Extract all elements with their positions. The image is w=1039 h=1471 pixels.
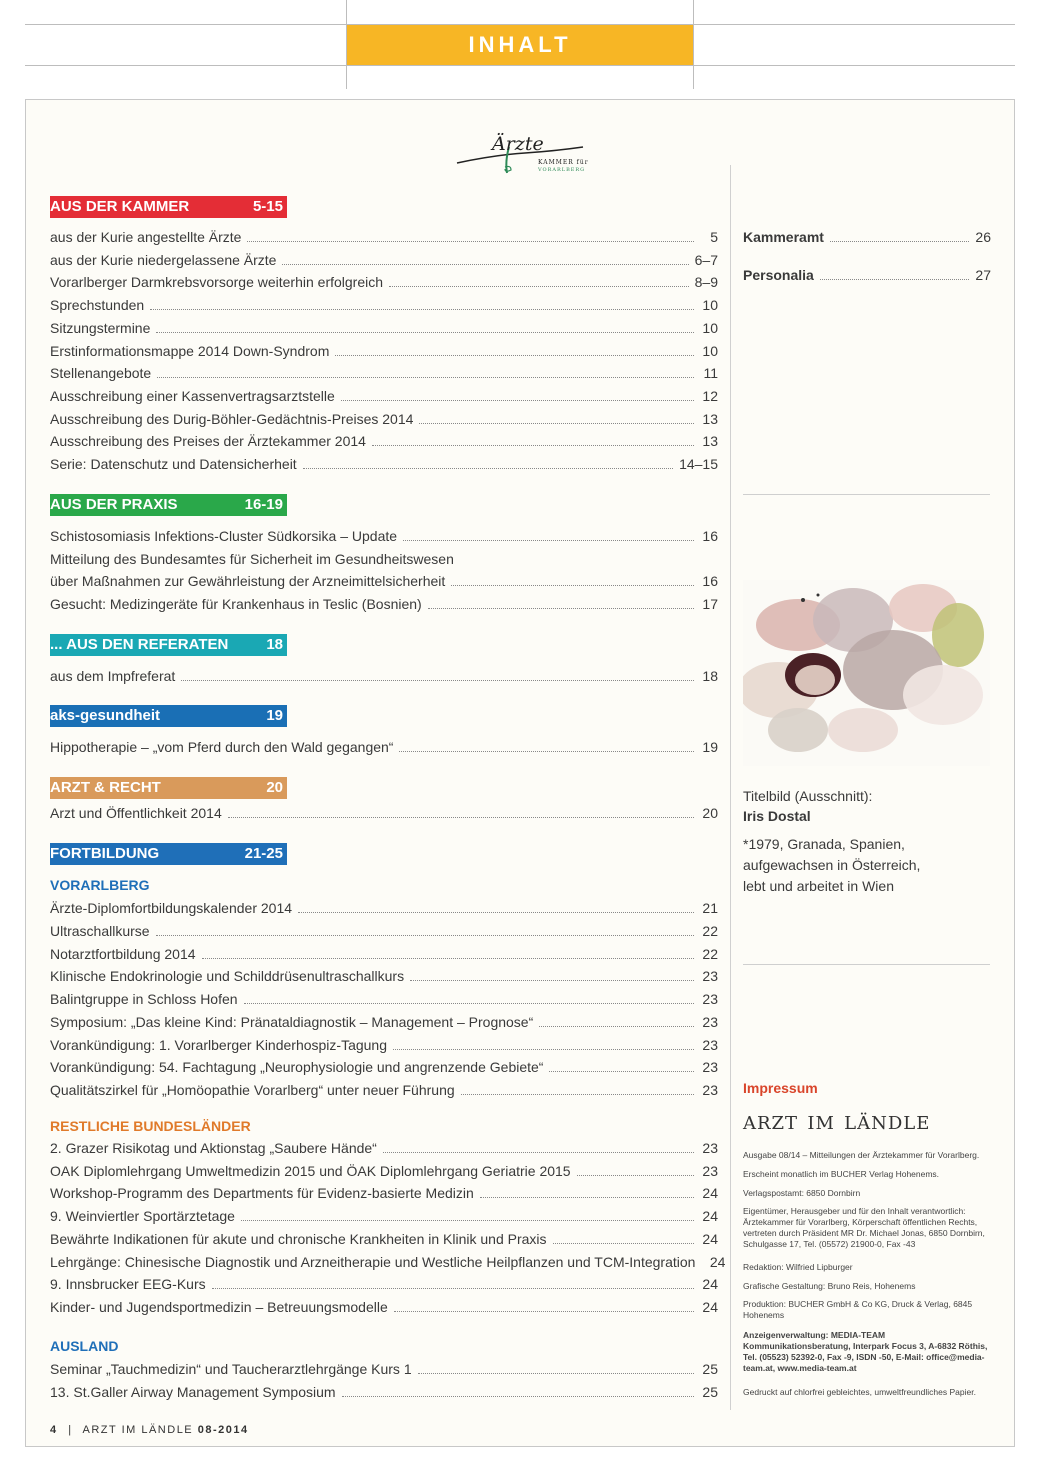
leader-dots bbox=[480, 1184, 694, 1198]
toc-entry-label: Ultraschallkurse bbox=[50, 922, 150, 939]
toc-entry-label: aus der Kurie angestellte Ärzte bbox=[50, 229, 242, 245]
toc-entry-label: aus der Kurie niedergelassene Ärzte bbox=[50, 251, 277, 268]
section-header-aus-der-kammer[interactable] bbox=[50, 196, 287, 218]
subsection-heading-restliche-bundesl-nder: RESTLICHE BUNDESLÄNDER bbox=[50, 1118, 251, 1134]
impressum-brand: arzt im ländle bbox=[743, 1106, 931, 1136]
toc-entry-vorank-ndigung-1-vorarlberger-kinderhosp[interactable] bbox=[50, 1035, 718, 1055]
leader-dots bbox=[341, 387, 694, 401]
toc-entry-vorarlberger-darmkrebsvorsorge-weiterhin[interactable] bbox=[50, 272, 718, 292]
leader-dots bbox=[342, 1383, 694, 1397]
leader-dots bbox=[156, 319, 694, 333]
toc-entry-balintgruppe-in-schloss-hofen[interactable] bbox=[50, 989, 718, 1009]
cover-caption: Titelbild (Ausschnitt): bbox=[743, 788, 873, 804]
toc-entry-rzte-diplomfortbildungskalender-2014[interactable] bbox=[50, 898, 718, 918]
impressum-line-9: Gedruckt auf chlorfrei gebleichtes, umweltfreundliches Papier. bbox=[743, 1387, 976, 1397]
toc-entry-label: Ausschreibung des Preises der Ärztekammer 2014 bbox=[50, 433, 366, 450]
toc-entry-label: Gesucht: Medizingeräte für Krankenhaus in Teslic (Bosnien) bbox=[50, 596, 422, 613]
footer bbox=[50, 1424, 249, 1436]
toc-entry-label: aus dem Impfreferat bbox=[50, 668, 176, 684]
toc-entry-page: 20 bbox=[702, 805, 718, 821]
impressum-line-1: Ausgabe 08/14 – Mitteilungen der Ärztekammer für Vorarlberg. bbox=[743, 1150, 980, 1160]
leader-dots bbox=[244, 990, 694, 1004]
toc-entry-page: 23 bbox=[702, 1082, 718, 1098]
logo-line2: VORARLBERG bbox=[538, 167, 586, 173]
toc-entry-page: 14–15 bbox=[679, 456, 718, 472]
toc-entry-label: Seminar „Tauchmedizin“ und Taucherarztlehrgänge Kurs 1 bbox=[50, 1361, 412, 1377]
toc-entry-ausschreibung-des-durig-b-hler-ged-chtni[interactable] bbox=[50, 409, 718, 429]
toc-entry-erstinformationsmappe-2014-down-syndrom[interactable] bbox=[50, 341, 718, 361]
section-title: aks-gesundheit bbox=[50, 707, 161, 724]
toc-entry-label: Lehrgänge: Chinesische Diagnostik und Arzneitherapie und Westliche Heilpflanzen und TCM-Integration bbox=[50, 1253, 696, 1270]
toc-entry-workshop-programm-des-departments-f-r-ev[interactable] bbox=[50, 1183, 718, 1203]
impressum-line-5: Redaktion: Wilfried Lipburger bbox=[743, 1262, 853, 1272]
leader-dots bbox=[157, 364, 694, 378]
toc-entry-serie-datenschutz-und-datensicherheit[interactable] bbox=[50, 454, 718, 474]
toc-entry-label: Kinder- und Jugendsportmedizin – Betreuungsmodelle bbox=[50, 1298, 388, 1315]
cover-bio-1: *1979, Granada, Spanien, bbox=[743, 836, 905, 852]
leader-dots bbox=[150, 296, 694, 310]
leader-dots bbox=[393, 1036, 694, 1050]
toc-entry-page: 23 bbox=[702, 1162, 718, 1179]
toc-entry-ausschreibung-des-preises-der-rztekammer[interactable] bbox=[50, 431, 718, 451]
toc-entry-page: 24 bbox=[702, 1208, 718, 1225]
toc-entry-page: 12 bbox=[702, 387, 718, 404]
toc-entry-label: Bewährte Indikationen für akute und chronische Krankheiten in Klinik und Praxis bbox=[50, 1230, 547, 1247]
toc-entry-page: 23 bbox=[702, 1036, 718, 1053]
toc-entry-schistosomiasis-infektions-cluster-s-dko[interactable] bbox=[50, 526, 718, 546]
cover-artwork bbox=[743, 580, 990, 766]
section-pages: 19 bbox=[266, 707, 283, 724]
toc-entry-page: 25 bbox=[702, 1361, 718, 1377]
section-header-arzt-recht[interactable] bbox=[50, 777, 287, 799]
toc-entry-page: 24 bbox=[702, 1185, 718, 1202]
subsection-heading-vorarlberg: VORARLBERG bbox=[50, 877, 150, 893]
toc-entry-9-innsbrucker-eeg-kurs[interactable] bbox=[50, 1274, 718, 1294]
toc-entry-page: 25 bbox=[702, 1383, 718, 1400]
impressum-line-4: Eigentümer, Herausgeber und für den Inhalt verantwortlich: Ärztekammer für Vorarlberg, Körperschaft öffentlichen Rechts, vertreten durch Präsident MR Dr. Michael Jonas, 6850 Dornbirn, Schulgasse 17, Tel. (05572) 21900-0, Fax -43 bbox=[743, 1206, 985, 1249]
toc-entry-page: 22 bbox=[702, 922, 718, 939]
toc-entry-label: Stellenangebote bbox=[50, 365, 152, 382]
toc-entry-label: Vorarlberger Darmkrebsvorsorge weiterhin erfolgreich bbox=[50, 274, 384, 291]
leader-dots bbox=[181, 667, 694, 681]
toc-entry-page: 13 bbox=[702, 433, 718, 450]
leader-dots bbox=[419, 410, 694, 424]
section-pages: 5-15 bbox=[252, 198, 283, 215]
page-title: INHALT bbox=[347, 25, 693, 65]
toc-entry-page: 22 bbox=[702, 945, 718, 962]
leader-dots bbox=[303, 455, 673, 469]
logo-script: Ärzte bbox=[492, 133, 544, 155]
leader-dots bbox=[202, 945, 694, 959]
toc-entry-label: Serie: Datenschutz und Datensicherheit bbox=[50, 456, 297, 472]
footer-magazine: ARZT IM LÄNDLE bbox=[82, 1424, 194, 1436]
toc-entry-label: 2. Grazer Risikotag und Aktionstag „Saubere Hände“ bbox=[50, 1140, 377, 1156]
toc-entry-label: Qualitätszirkel für „Homöopathie Vorarlberg“ unter neuer Führung bbox=[50, 1082, 455, 1098]
toc-entry-aus-dem-impfreferat[interactable] bbox=[50, 666, 718, 686]
toc-entry-9-weinviertler-sport-rztetage[interactable] bbox=[50, 1206, 718, 1226]
toc-entry-page: 5 bbox=[710, 229, 718, 245]
toc-entry-2-grazer-risikotag-und-aktionstag-sauber[interactable] bbox=[50, 1138, 718, 1158]
toc-entry-kinder-und-jugendsportmedizin-betreuungs[interactable] bbox=[50, 1297, 718, 1317]
section-header-aks-gesundheit[interactable] bbox=[50, 705, 287, 727]
section-pages: 21-25 bbox=[244, 845, 283, 862]
section-title: FORTBILDUNG bbox=[50, 845, 160, 862]
toc-entry-gesucht-medizinger-te-f-r-krankenhaus-in[interactable] bbox=[50, 594, 718, 614]
leader-dots bbox=[399, 738, 694, 752]
footer-page-number: 4 bbox=[50, 1424, 58, 1436]
toc-entry-label: 9. Weinviertler Sportärztetage bbox=[50, 1208, 235, 1225]
toc-entry-label: Schistosomiasis Infektions-Cluster Südkorsika – Update bbox=[50, 528, 398, 544]
toc-entry-label: Symposium: „Das kleine Kind: Pränataldiagnostik – Management – Prognose“ bbox=[50, 1013, 534, 1030]
toc-entry-label: Notarztfortbildung 2014 bbox=[50, 945, 196, 962]
toc-entry-page: 23 bbox=[702, 991, 718, 1007]
toc-entry-label: über Maßnahmen zur Gewährleistung der Arzneimittelsicherheit bbox=[50, 573, 446, 590]
leader-dots bbox=[394, 1298, 694, 1312]
toc-entry-page: 8–9 bbox=[694, 274, 718, 291]
toc-entry-page: 24 bbox=[702, 1298, 718, 1315]
cover-bio-2: aufgewachsen in Österreich, bbox=[743, 857, 921, 873]
toc-entry-page: 24 bbox=[702, 1230, 718, 1247]
toc-entry-page: 23 bbox=[702, 968, 718, 985]
toc-entry-page: 21 bbox=[702, 900, 718, 916]
leader-dots bbox=[553, 1230, 694, 1244]
toc-entry-label: Workshop-Programm des Departments für Evidenz-basierte Medizin bbox=[50, 1185, 474, 1202]
toc-entry-label: Mitteilung des Bundesamtes für Sicherheit im Gesundheitswesen bbox=[50, 550, 454, 567]
toc-entry-label: Ausschreibung des Durig-Böhler-Gedächtnis-Preises 2014 bbox=[50, 410, 414, 427]
toc-entry-label: Vorankündigung: 54. Fachtagung „Neurophysiologie und angrenzende Gebiete“ bbox=[50, 1059, 544, 1076]
leader-dots bbox=[389, 273, 689, 287]
impressum-line-8: Anzeigenverwaltung: MEDIA-TEAM Kommunikationsberatung, Interpark Focus 3, A-6832 Röthis, Tel. (05523) 52392-0, Fax -9, ISDN -50, E-Mail: office@media-team.at, www.media-team.at bbox=[743, 1330, 988, 1373]
section-title: ARZT & RECHT bbox=[50, 779, 161, 796]
toc-entry-symposium-das-kleine-kind-pr-nataldiagno[interactable] bbox=[50, 1012, 718, 1032]
leader-dots bbox=[451, 572, 694, 586]
toc-entry-sprechstunden[interactable] bbox=[50, 295, 718, 315]
toc-entry-mitteilung-des-bundesamtes-f-r-sicherhei[interactable] bbox=[50, 549, 718, 569]
toc-entry-bew-hrte-indikationen-f-r-akute-und-chro[interactable] bbox=[50, 1229, 718, 1249]
toc-entry-kammeramt[interactable]: Kammeramt 26 bbox=[743, 229, 991, 245]
cover-artist: Iris Dostal bbox=[743, 808, 811, 824]
toc-entry-page: 17 bbox=[702, 596, 718, 613]
toc-entry-label: Vorankündigung: 1. Vorarlberger Kinderhospiz-Tagung bbox=[50, 1036, 388, 1053]
toc-entry-page: 24 bbox=[702, 1276, 718, 1293]
toc-entry-ber-ma-nahmen-zur-gew-hrleistung-der-arz[interactable] bbox=[50, 571, 718, 591]
toc-entry-arzt-und-ffentlichkeit-2014[interactable] bbox=[50, 803, 718, 823]
logo-line1: KAMMER für bbox=[538, 159, 589, 166]
toc-entry-page: 16 bbox=[702, 528, 718, 544]
header-rule-bottom bbox=[25, 65, 1015, 66]
leader-dots bbox=[282, 251, 688, 265]
impressum-line-3: Verlagspostamt: 6850 Dornbirn bbox=[743, 1188, 861, 1198]
toc-entry-qualit-tszirkel-f-r-hom-opathie-vorarlbe[interactable] bbox=[50, 1080, 718, 1100]
toc-entry-label: Ärzte-Diplomfortbildungskalender 2014 bbox=[50, 900, 293, 916]
toc-entry-label: Ausschreibung einer Kassenvertragsarztstelle bbox=[50, 387, 335, 404]
section-title: AUS DER KAMMER bbox=[50, 198, 190, 215]
section-title: AUS DER PRAXIS bbox=[50, 496, 178, 513]
leader-dots bbox=[212, 1275, 694, 1289]
toc-entry-label: Sprechstunden bbox=[50, 297, 145, 314]
toc-entry-page: 6–7 bbox=[694, 251, 718, 268]
leader-dots bbox=[241, 1207, 694, 1221]
toc-entry-oak-diplomlehrgang-umweltmedizin-2015-un[interactable] bbox=[50, 1161, 718, 1181]
subsection-heading-ausland: AUSLAND bbox=[50, 1338, 119, 1354]
toc-entry-label: OAK Diplomlehrgang Umweltmedizin 2015 und ÖAK Diplomlehrgang Geriatrie 2015 bbox=[50, 1162, 571, 1179]
leader-dots bbox=[335, 342, 694, 356]
toc-entry-page: 19 bbox=[702, 739, 718, 755]
leader-dots bbox=[577, 1162, 694, 1176]
toc-entry-stellenangebote[interactable] bbox=[50, 363, 718, 383]
section-header-fortbildung[interactable] bbox=[50, 843, 287, 865]
toc-entry-label: Klinische Endokrinologie und Schilddrüsenultraschallkurs bbox=[50, 968, 405, 985]
toc-entry-page: 13 bbox=[702, 410, 718, 427]
impressum-heading: Impressum bbox=[743, 1080, 818, 1096]
sidebar-divider bbox=[730, 165, 731, 1410]
toc-entry-label: 9. Innsbrucker EEG-Kurs bbox=[50, 1276, 206, 1293]
toc-entry-klinische-endokrinologie-und-schilddr-se[interactable] bbox=[50, 966, 718, 986]
leader-dots bbox=[428, 595, 694, 609]
toc-entry-label: Balintgruppe in Schloss Hofen bbox=[50, 991, 238, 1007]
toc-entry-aus-der-kurie-angestellte-rzte[interactable] bbox=[50, 227, 718, 247]
leader-dots bbox=[539, 1013, 694, 1027]
toc-entry-label: Erstinformationsmappe 2014 Down-Syndrom bbox=[50, 342, 330, 359]
toc-entry-page: 16 bbox=[702, 573, 718, 590]
toc-entry-page: 10 bbox=[702, 342, 718, 359]
toc-entry-ausschreibung-einer-kassenvertragsarztst[interactable] bbox=[50, 386, 718, 406]
toc-entry-page: 11 bbox=[703, 365, 718, 382]
leader-dots bbox=[298, 899, 694, 913]
footer-issue: 08-2014 bbox=[197, 1424, 249, 1436]
toc-entry-label: Sitzungstermine bbox=[50, 319, 151, 336]
leader-dots bbox=[403, 527, 694, 541]
toc-entry-notarztfortbildung-2014[interactable] bbox=[50, 944, 718, 964]
leader-dots bbox=[372, 432, 694, 446]
section-pages: 20 bbox=[266, 779, 283, 796]
toc-entry-page: 18 bbox=[702, 668, 718, 684]
section-pages: 16-19 bbox=[244, 496, 283, 513]
toc-entry-page: 23 bbox=[702, 1140, 718, 1156]
toc-entry-page: 10 bbox=[702, 297, 718, 314]
sidebar-rule-2 bbox=[743, 964, 990, 965]
toc-entry-vorank-ndigung-54-fachtagung-neurophysio[interactable] bbox=[50, 1057, 718, 1077]
toc-entry-lehrg-nge-chinesische-diagnostik-und-arz[interactable] bbox=[50, 1252, 726, 1272]
section-header-aus-den-referaten[interactable] bbox=[50, 634, 287, 656]
section-title: ... AUS DEN REFERATEN bbox=[50, 636, 229, 653]
cover-bio-3: lebt und arbeitet in Wien bbox=[743, 878, 894, 894]
toc-entry-hippotherapie-vom-pferd-durch-den-wald-g[interactable] bbox=[50, 737, 718, 757]
leader-dots bbox=[461, 1081, 694, 1095]
toc-entry-page: 23 bbox=[702, 1013, 718, 1030]
leader-dots bbox=[410, 967, 694, 981]
leader-dots bbox=[228, 804, 694, 818]
toc-entry-page: 24 bbox=[709, 1253, 726, 1270]
toc-entry-personalia[interactable]: Personalia 27 bbox=[743, 267, 991, 283]
leader-dots bbox=[418, 1360, 694, 1374]
toc-entry-ultraschallkurse[interactable] bbox=[50, 921, 718, 941]
impressum-line-2: Erscheint monatlich im BUCHER Verlag Hohenems. bbox=[743, 1169, 940, 1179]
footer-separator: | bbox=[68, 1424, 73, 1436]
impressum-line-7: Produktion: BUCHER GmbH & Co KG, Druck & Verlag, 6845 Hohenems bbox=[743, 1299, 973, 1320]
toc-entry-aus-der-kurie-niedergelassene-rzte[interactable] bbox=[50, 250, 718, 270]
section-header-aus-der-praxis[interactable] bbox=[50, 494, 287, 516]
toc-entry-label: 13. St.Galler Airway Management Symposium bbox=[50, 1383, 336, 1400]
section-pages: 18 bbox=[266, 636, 283, 653]
sidebar-rule-1 bbox=[743, 494, 990, 495]
toc-entry-sitzungstermine[interactable] bbox=[50, 318, 718, 338]
leader-dots bbox=[383, 1139, 694, 1153]
toc-entry-page: 23 bbox=[702, 1059, 718, 1076]
leader-dots bbox=[156, 922, 694, 936]
toc-entry-label: Arzt und Öffentlichkeit 2014 bbox=[50, 805, 222, 821]
leader-dots bbox=[549, 1058, 694, 1072]
leader-dots bbox=[247, 228, 694, 242]
toc-entry-seminar-tauchmedizin-und-taucherarztlehr[interactable] bbox=[50, 1359, 718, 1379]
toc-entry-label: Hippotherapie – „vom Pferd durch den Wald gegangen“ bbox=[50, 739, 394, 755]
impressum-line-6: Grafische Gestaltung: Bruno Reis, Hohenems bbox=[743, 1281, 916, 1291]
toc-entry-page: 10 bbox=[702, 319, 718, 336]
toc-entry-13-st-galler-airway-management-symposium[interactable] bbox=[50, 1382, 718, 1402]
header-divider-right bbox=[693, 0, 694, 89]
